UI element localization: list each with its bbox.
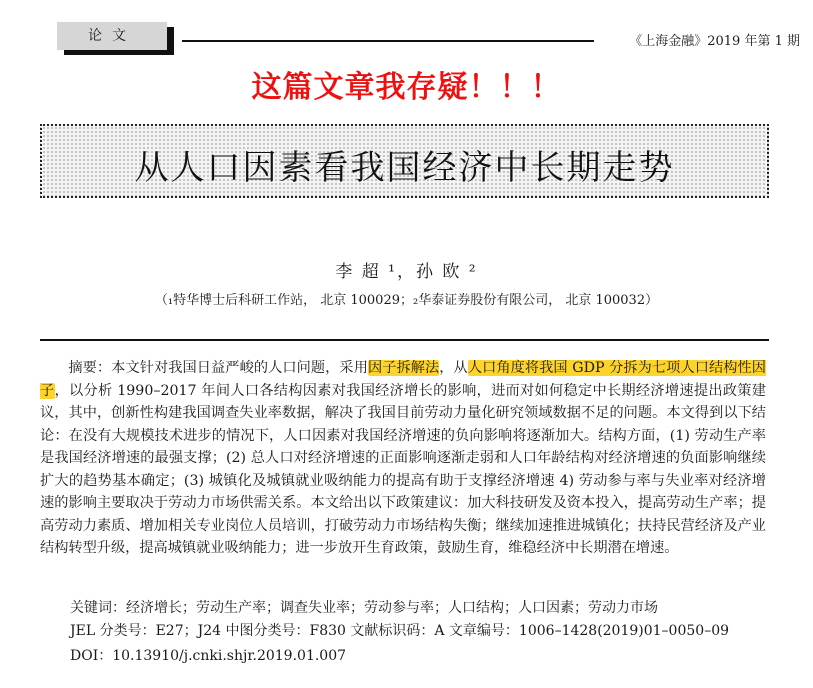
abstract-text: ，从: [439, 360, 468, 376]
abstract-text: 摘要：本文针对我国日益严峻的人口问题，采用: [68, 360, 368, 376]
affiliation-line: （₁特华博士后科研工作站， 北京 100029；₂华泰证券股份有限公司， 北京 100032）: [154, 293, 659, 308]
section-tag: 论文: [57, 22, 167, 50]
classification-line: JEL 分类号：E27；J24 中图分类号：F830 文献标识码：A 文章编号：1006–1428(2019)01–0050–09: [70, 623, 730, 639]
abstract-text: ，以分析 1990–2017 年间人口各结构因素对我国经济增长的影响，进而对如何稳定中长期经济增速提出政策建议，其中，创新性构建我国调查失业率数据，解决了我国目前劳动力量化研究领域数据不足的问题。本文得到以下结论：在没有大规模技术进步的情况下，人口因素对我国经济增速的负向影响将逐渐加大。结构方面，(1) 劳动生产率是我国经济增速的最强支撑；(2) 总人口对经济增速的正面影响逐渐走弱和人口年龄结构对经济增速的负面影响继续扩大的趋势基本确定；(3) 城镇化及城镇就业吸纳能力的提高有助于支撑经济增速 4) 劳动参与率与失业率对经济增速的影响主要取决于劳动力市场供需关系。本文给出以下政策建议：加大科技研发及资本投入，提高劳动生产率；提高劳动力素质、增加相关专业岗位人员培训，打破劳动力市场结构失衡；继续加速推进城镇化；扶持民营经济及产业结构转型升级，提高城镇就业吸纳能力；进一步放开生育政策，鼓励生育，维稳经济中长期潜在增速。: [40, 382, 766, 556]
doi-line: DOI：10.13910/j.cnki.shjr.2019.01.007: [70, 648, 347, 664]
journal-issue: 《上海金融》2019 年第 1 期: [629, 34, 800, 49]
highlight-method: 因子拆解法: [367, 360, 440, 376]
title-box: [40, 124, 769, 198]
keywords-line: 关键词：经济增长；劳动生产率；调查失业率；劳动参与率；人口结构；人口因素；劳动力市场: [70, 600, 658, 616]
author-line: 李 超 ¹，孙 欧 ²: [335, 262, 478, 282]
abstract-paragraph: [40, 357, 766, 560]
handwritten-comment: 这篇文章我存疑！！！: [251, 70, 562, 105]
highlight-gdp-factors: 人口角度将我国 GDP 分拆为七项人口结构性因子: [40, 360, 766, 399]
header-rule: [182, 40, 594, 42]
article-title: 从人口因素看我国经济中长期走势: [134, 148, 675, 188]
section-divider: [40, 339, 769, 341]
